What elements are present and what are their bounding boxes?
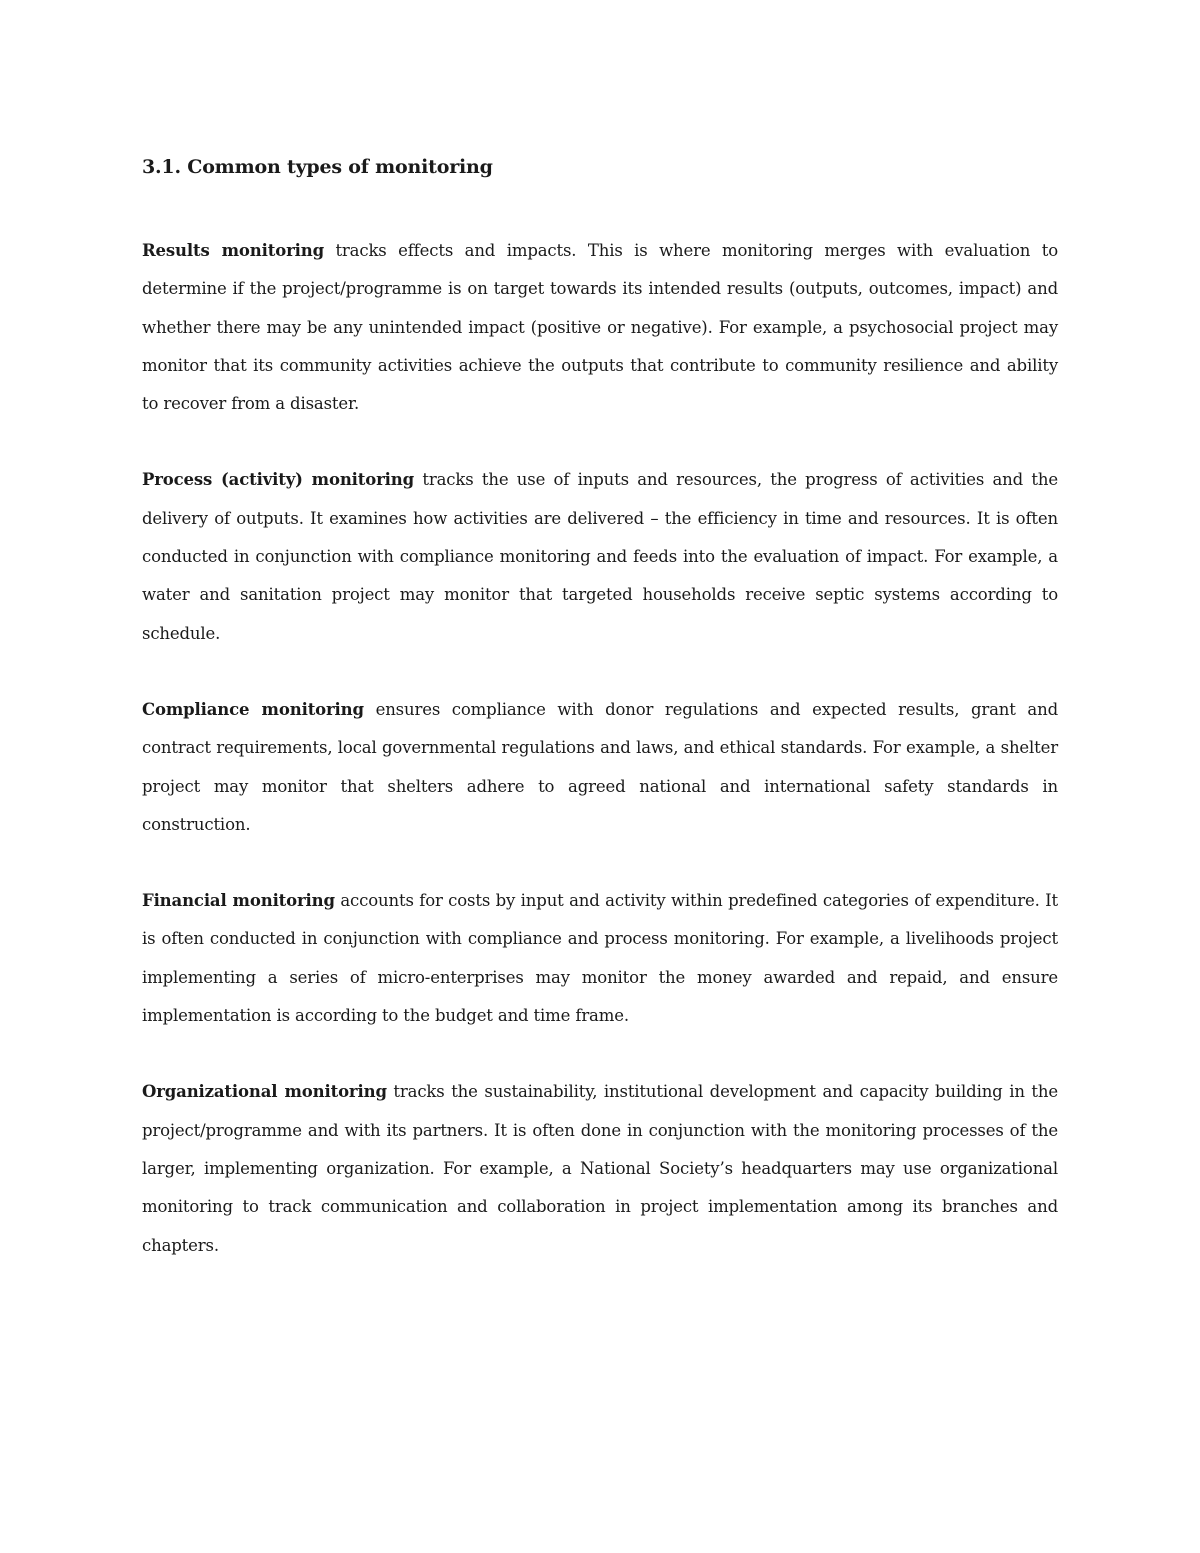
body-compliance-monitoring: ensures compliance with donor regulations and expected results, grant and contract requirements, local governmental regulations and laws, and ethical standards. For example, a shelter project may monitor that shelters adhere to agreed national and international safety standards in construction. [142,699,1058,834]
paragraph-process-monitoring [142,461,1058,652]
section-heading: 3.1. Common types of monitoring [142,156,493,178]
paragraph-financial-monitoring [142,882,1058,1035]
term-compliance-monitoring: Compliance monitoring [142,699,364,719]
paragraph-results-monitoring [142,232,1058,423]
body-process-monitoring: tracks the use of inputs and resources, the progress of activities and the delivery of outputs. It examines how activities are delivered – the efficiency in time and resources. It is often conducted in conjunction with compliance monitoring and feeds into the evaluation of impact. For example, a water and sanitation project may monitor that targeted households receive septic systems according to schedule. [142,470,1058,643]
body-organizational-monitoring: tracks the sustainability, institutional development and capacity building in the project/programme and with its partners. It is often done in conjunction with the monitoring processes of the larger, implementing organization. For example, a National Society’s headquarters may use organizational monitoring to track communication and collaboration in project implementation among its branches and chapters. [142,1082,1058,1255]
term-financial-monitoring: Financial monitoring [142,891,335,911]
paragraph-compliance-monitoring [142,691,1058,844]
paragraph-organizational-monitoring [142,1073,1058,1264]
body-results-monitoring: tracks effects and impacts. This is where monitoring merges with evaluation to determine if the project/programme is on target towards its intended results (outputs, outcomes, impact) and whether there may be any unintended impact (positive or negative). For example, a psychosocial project may monitor that its community activities achieve the outputs that contribute to community resilience and ability to recover from a disaster. [142,241,1058,414]
body-financial-monitoring: accounts for costs by input and activity within predefined categories of expenditure. It is often conducted in conjunction with compliance and process monitoring. For example, a livelihoods project implementing a series of micro-enterprises may monitor the money awarded and repaid, and ensure implementation is according to the budget and time frame. [142,891,1058,1026]
term-organizational-monitoring: Organizational monitoring [142,1082,387,1102]
term-process-monitoring: Process (activity) monitoring [142,470,415,490]
document-page [142,150,1058,1303]
term-results-monitoring: Results monitoring [142,241,324,260]
